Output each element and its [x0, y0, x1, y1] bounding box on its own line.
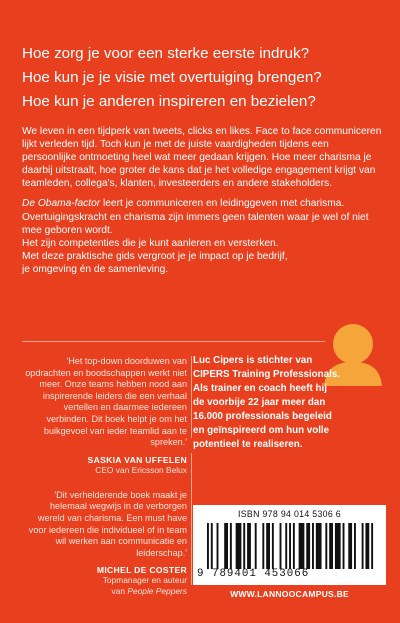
- question-3: Hoe kun je anderen inspireren en bezielen?: [22, 93, 316, 110]
- section-divider: [22, 341, 325, 342]
- author-bio-line: de voorbije 22 jaar meer dan: [193, 397, 326, 408]
- book-description: [22, 125, 382, 276]
- barcode-bar: [365, 523, 369, 569]
- barcode-bar: [306, 523, 310, 569]
- question-1: Hoe zorg je voor een sterke eerste indruk?: [22, 45, 310, 62]
- barcode-bar: [247, 523, 251, 569]
- barcode-icon: [207, 523, 375, 569]
- description-para2-line3: Met deze praktische gids vergroot je je impact op je bedrijf,: [22, 250, 288, 262]
- barcode-bar: [329, 523, 333, 569]
- author-bio-line: en geïnspireerd om hun volle: [193, 425, 330, 436]
- author-bio: [193, 354, 393, 452]
- author-bio-line: CIPERS Training Professionals.: [193, 369, 340, 380]
- barcode-bar: [243, 523, 245, 569]
- testimonial-2-role: [22, 575, 187, 597]
- description-para2-line1: [22, 198, 369, 235]
- author-bio-line: 16.000 professionals begeleid: [193, 411, 332, 422]
- barcode-bar: [312, 523, 314, 569]
- barcode-bar: [272, 523, 274, 569]
- testimonial-2-author: MICHEL DE COSTER: [96, 565, 187, 576]
- testimonial-1-role: CEO van Ericsson Belux: [95, 464, 187, 475]
- barcode-bar: [262, 523, 264, 569]
- publisher-url[interactable]: WWW.LANNOOCAMPUS.BE: [230, 589, 349, 599]
- author-bio-line: Als trainer en coach heeft hij: [193, 383, 327, 394]
- author-bio-line: potentieel te realiseren.: [193, 439, 303, 450]
- author-bio-line: Luc Cipers is stichter van: [193, 355, 313, 366]
- barcode-number: 9 789401 453066: [197, 568, 310, 580]
- barcode-bar: [362, 523, 364, 569]
- testimonial-2-role-prefix: van: [111, 586, 128, 597]
- barcode-bar: [255, 523, 257, 569]
- description-para2-rest: leert je communiceren en leidinggeven met charisma. Overtuigingskracht en charisma zijn immers geen talenten waar je wel of niet mee geboren wordt.: [22, 198, 369, 236]
- barcode-bar: [236, 523, 242, 569]
- headline-questions: [22, 44, 382, 116]
- barcode-bar: [343, 523, 345, 569]
- barcode-bar: [280, 523, 282, 569]
- testimonial-2-text: 'Dit verhelderende boek maakt je helemaal wegwijs in de verborgen wereld van charisma. Een must have voor iedereen die individueel of in team wil werken aan communicatie en leiderschap.': [28, 489, 187, 558]
- barcode-bar: [325, 523, 327, 569]
- testimonial-2-role-italic: People Peppers: [127, 586, 187, 597]
- description-para2-line4: je omgeving én de samenleving.: [22, 263, 169, 275]
- testimonials: [22, 356, 187, 597]
- barcode-bar: [207, 523, 209, 569]
- barcode-bar: [335, 523, 341, 569]
- description-paragraph-2: [22, 197, 382, 276]
- barcode-bar: [224, 523, 228, 569]
- testimonial-1-author: SASKIA VAN UFFELEN: [87, 454, 187, 465]
- barcode-bar: [348, 523, 352, 569]
- question-2: Hoe kun je je visie met overtuiging brengen?: [22, 69, 322, 86]
- testimonial-2-role-line1: Topmanager en auteur: [102, 575, 187, 586]
- description-paragraph-1: We leven in een tijdperk van tweets, clicks en likes. Face to face communiceren lijkt verleden tijd. Toch kun je met de juiste vaardigheden tijdens een persoonlijke ontmoeting heel wat meer gedaan krijgen. Hoe meer charisma je daarbij uitstraalt, hoe groter de kans dat je het volledige engagement krijgt van teamleden, collega's, klanten, investeerders en andere stakeholders.: [22, 126, 382, 190]
- isbn-label: ISBN 978 94 014 5306 6: [238, 509, 341, 519]
- barcode-bar: [211, 523, 213, 569]
- testimonial-1-rule: [191, 356, 192, 438]
- barcode-bar: [289, 523, 291, 569]
- description-para2-line2: Het zijn competenties die je kunt aanleren en versterken.: [22, 237, 279, 249]
- barcode-panel: [193, 505, 386, 585]
- testimonial-2: [22, 490, 187, 598]
- barcode-bar: [354, 523, 356, 569]
- barcode-bar: [266, 523, 270, 569]
- barcode-bar: [293, 523, 295, 569]
- testimonial-2-rule: [191, 453, 192, 585]
- barcode-bar: [217, 523, 219, 569]
- barcode-bar: [316, 523, 322, 569]
- book-title-italic: De Obama-factor: [22, 198, 101, 210]
- testimonial-1: [22, 356, 187, 476]
- testimonial-1-text: 'Het top-down doorduwen van opdrachten en boodschappen werkt niet meer. Onze teams hebben nood aan inspirerende leiders die een verhaal vertellen en daarmee iedereen verbinden. Dit boek helpt je om het buikgevoel van ieder teamlid aan te spreken.': [25, 356, 187, 448]
- barcode-bar: [285, 523, 287, 569]
- barcode-bar: [299, 523, 305, 569]
- barcode-bar: [230, 523, 232, 569]
- barcode-bar: [371, 523, 373, 569]
